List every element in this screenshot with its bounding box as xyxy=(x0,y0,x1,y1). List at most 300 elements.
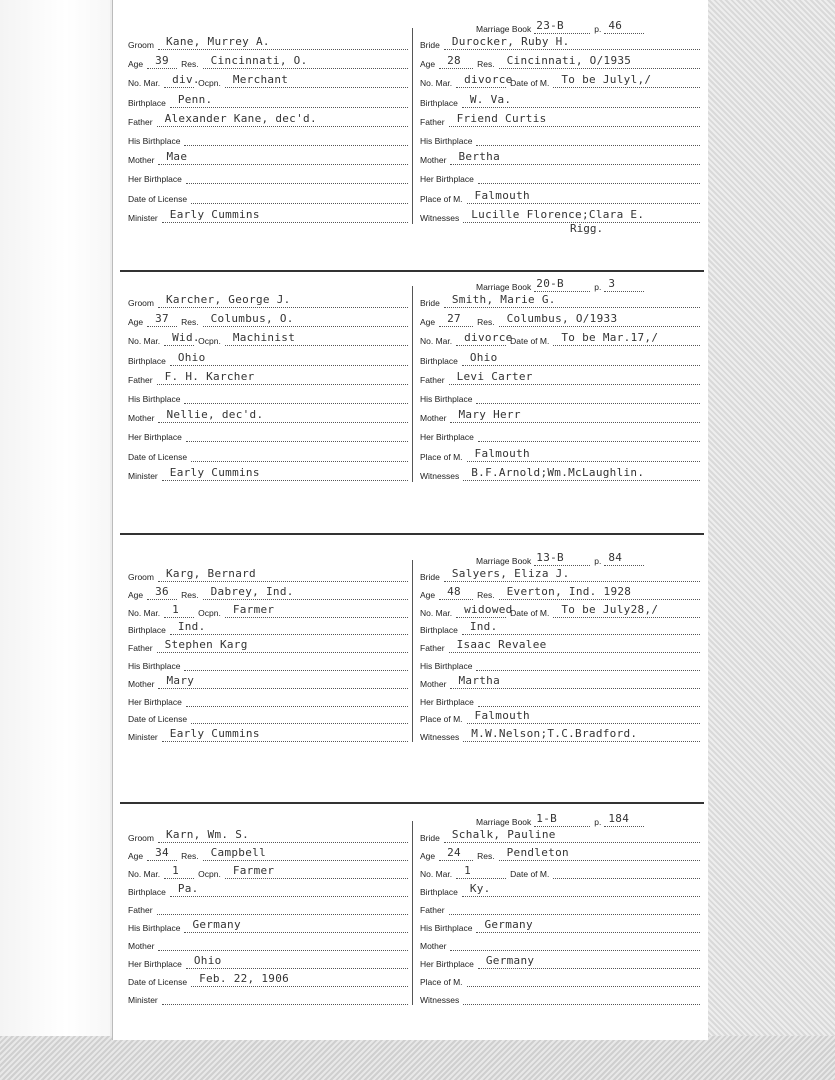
groom-no-mar-value: 1 xyxy=(172,864,180,877)
bride-row-witnesses xyxy=(420,726,700,742)
page-label: p. xyxy=(594,282,602,292)
bride-place-of-m-label: Place of M. xyxy=(420,193,463,204)
bride-father-value: Friend Curtis xyxy=(456,111,547,125)
bride-res-field xyxy=(499,585,700,600)
groom-no-mar-field xyxy=(164,864,194,879)
bride-father-value: Isaac Revalee xyxy=(456,638,547,652)
groom-row-mother xyxy=(128,149,408,165)
bride-age-field xyxy=(439,846,473,861)
groom-res-field xyxy=(203,54,408,69)
column-separator xyxy=(412,286,413,482)
groom-father-label: Father xyxy=(128,374,153,385)
bride-birthplace-label: Birthplace xyxy=(420,97,458,108)
bride-mother-label: Mother xyxy=(420,413,447,424)
bride-no-mar-value: widowed xyxy=(464,602,513,616)
groom-his-birthplace-field xyxy=(184,918,408,933)
bride-his-birthplace-value: Germany xyxy=(484,918,533,931)
bride-her-birthplace-label: Her Birthplace xyxy=(420,959,474,969)
bride-her-birthplace-field xyxy=(478,427,700,442)
bride-row-mother xyxy=(420,149,700,165)
groom-birthplace-label: Birthplace xyxy=(128,625,166,636)
bride-date-of-m-value: To be July28,/ xyxy=(561,602,659,616)
bride-row-no-mar xyxy=(420,330,700,346)
scan-margin-left xyxy=(0,0,110,1080)
column-separator xyxy=(412,821,413,1005)
groom-date-of-license-label: Date of License xyxy=(128,977,188,987)
groom-res-value: Dabrey, Ind. xyxy=(210,584,294,598)
bride-name-value: Smith, Marie G. xyxy=(451,293,556,306)
groom-age-label: Age xyxy=(128,59,144,70)
groom-his-birthplace-field xyxy=(184,389,408,404)
groom-age-field xyxy=(147,312,177,327)
bride-birthplace-label: Birthplace xyxy=(420,355,458,366)
groom-mother-label: Mother xyxy=(128,413,155,424)
bride-name-value: Salyers, Eliza J. xyxy=(451,567,570,580)
bride-res-value: Columbus, O/1933 xyxy=(506,312,618,326)
bride-age-value: 28 xyxy=(447,54,461,68)
bride-father-field xyxy=(449,370,700,385)
groom-res-value: Campbell xyxy=(210,846,266,859)
groom-name-label: Groom xyxy=(128,572,154,582)
bride-his-birthplace-label: His Birthplace xyxy=(420,923,473,933)
bride-row-age xyxy=(420,584,700,600)
bride-her-birthplace-value: Germany xyxy=(485,954,535,967)
page-field xyxy=(604,19,644,34)
groom-row-father xyxy=(128,111,408,127)
column-separator xyxy=(412,28,413,224)
groom-row-his-birthplace xyxy=(128,655,408,671)
groom-her-birthplace-value: Ohio xyxy=(193,954,222,967)
bride-witnesses-value: Lucille Florence;Clara E. xyxy=(471,207,645,221)
groom-row-his-birthplace xyxy=(128,917,408,933)
marriage-book-header xyxy=(476,811,644,827)
bride-no-mar-value: divorce xyxy=(464,73,513,87)
bride-age-field xyxy=(439,54,473,69)
marriage-book-value: 20-B xyxy=(536,277,564,290)
bride-age-label: Age xyxy=(420,589,436,600)
bride-birthplace-value: W. Va. xyxy=(469,92,512,106)
groom-row-date-of-license xyxy=(128,708,408,724)
bride-her-birthplace-label: Her Birthplace xyxy=(420,432,474,443)
bride-date-of-m-value: To be Julyl,/ xyxy=(561,73,652,87)
bride-row-birthplace xyxy=(420,881,700,897)
marriage-book-label: Marriage Book xyxy=(476,556,532,566)
groom-no-mar-field xyxy=(164,73,200,88)
bride-no-mar-label: No. Mar. xyxy=(420,607,453,618)
groom-age-label: Age xyxy=(128,851,144,861)
bride-mother-label: Mother xyxy=(420,678,447,689)
groom-ocpn-label: Ocpn. xyxy=(198,78,221,89)
bride-name-field xyxy=(444,567,700,582)
bride-date-of-m-field xyxy=(553,864,700,879)
groom-father-label: Father xyxy=(128,116,153,127)
bride-name-value: Schalk, Pauline xyxy=(451,828,556,841)
groom-birthplace-value: Ohio xyxy=(177,350,206,364)
groom-row-minister xyxy=(128,465,408,481)
page-field xyxy=(604,812,644,827)
groom-minister-label: Minister xyxy=(128,732,158,743)
groom-row-age xyxy=(128,584,408,600)
marriage-book-field xyxy=(534,812,590,827)
bride-no-mar-label: No. Mar. xyxy=(420,78,453,89)
bride-place-of-m-value: Falmouth xyxy=(474,446,530,460)
groom-mother-value: Mae xyxy=(166,150,188,164)
page-label: p. xyxy=(594,817,602,827)
bride-witnesses-field xyxy=(463,727,700,742)
bride-row-name xyxy=(420,566,700,582)
bride-name-value: Durocker, Ruby H. xyxy=(451,35,570,48)
groom-age-field xyxy=(147,846,177,861)
bride-father-label: Father xyxy=(420,905,445,915)
bride-row-name xyxy=(420,827,700,843)
bride-mother-value: Mary Herr xyxy=(458,408,521,422)
groom-age-value: 36 xyxy=(155,584,169,598)
bride-witnesses-label: Witnesses xyxy=(420,470,460,481)
record-divider xyxy=(120,270,704,272)
groom-birthplace-label: Birthplace xyxy=(128,97,166,108)
groom-father-label: Father xyxy=(128,905,153,915)
groom-father-value: Stephen Karg xyxy=(164,638,248,652)
bride-row-birthplace xyxy=(420,619,700,635)
groom-birthplace-value: Ind. xyxy=(177,620,206,634)
bride-mother-label: Mother xyxy=(420,155,447,166)
groom-minister-label: Minister xyxy=(128,995,158,1005)
bride-name-field xyxy=(444,293,700,308)
bride-row-place-of-m xyxy=(420,188,700,204)
page-value: 84 xyxy=(608,551,623,564)
groom-date-of-license-field xyxy=(191,709,408,724)
bride-his-birthplace-field xyxy=(476,131,700,146)
bride-row-her-birthplace xyxy=(420,168,700,184)
groom-name-field xyxy=(158,828,408,843)
groom-row-age xyxy=(128,53,408,69)
groom-his-birthplace-field xyxy=(184,656,408,671)
groom-mother-field xyxy=(158,936,408,951)
groom-minister-field xyxy=(162,990,408,1005)
bride-row-name xyxy=(420,292,700,308)
groom-age-field xyxy=(147,585,177,600)
bride-age-label: Age xyxy=(420,317,436,328)
bride-birthplace-label: Birthplace xyxy=(420,625,458,636)
groom-father-value: F. H. Karcher xyxy=(164,369,255,383)
bride-row-age xyxy=(420,845,700,861)
groom-his-birthplace-label: His Birthplace xyxy=(128,661,181,671)
groom-res-value: Cincinnati, O. xyxy=(210,54,308,68)
bride-res-field xyxy=(499,846,700,861)
groom-mother-value: Nellie, dec'd. xyxy=(166,408,264,422)
page-value: 3 xyxy=(608,277,616,290)
bride-name-label: Bride xyxy=(420,572,440,582)
groom-minister-value: Early Cummins xyxy=(169,727,260,741)
bride-row-place-of-m xyxy=(420,446,700,462)
bride-date-of-m-field xyxy=(553,73,700,88)
groom-row-mother xyxy=(128,935,408,951)
bride-date-of-m-label: Date of M. xyxy=(510,869,550,879)
groom-row-no-mar xyxy=(128,72,408,88)
groom-row-minister xyxy=(128,726,408,742)
groom-row-mother xyxy=(128,673,408,689)
marriage-book-label: Marriage Book xyxy=(476,282,532,292)
marriage-book-field xyxy=(534,19,590,34)
bride-res-field xyxy=(499,312,700,327)
bride-row-no-mar xyxy=(420,863,700,879)
bride-date-of-m-field xyxy=(553,603,700,618)
groom-age-label: Age xyxy=(128,589,144,600)
groom-row-father xyxy=(128,637,408,653)
groom-his-birthplace-field xyxy=(184,131,408,146)
bride-date-of-m-field xyxy=(553,331,700,346)
bride-row-birthplace xyxy=(420,92,700,108)
bride-birthplace-field xyxy=(462,351,700,366)
page-field xyxy=(604,277,644,292)
scan-margin-bottom xyxy=(0,1036,835,1080)
bride-name-field xyxy=(444,35,700,50)
bride-row-his-birthplace xyxy=(420,130,700,146)
bride-res-value: Pendleton xyxy=(506,846,569,859)
bride-birthplace-label: Birthplace xyxy=(420,887,458,897)
bride-witnesses-label: Witnesses xyxy=(420,732,460,743)
bride-his-birthplace-field xyxy=(476,918,700,933)
bride-row-father xyxy=(420,369,700,385)
groom-minister-value: Early Cummins xyxy=(169,465,260,479)
bride-witnesses-field xyxy=(463,990,700,1005)
bride-row-his-birthplace xyxy=(420,917,700,933)
groom-birthplace-field xyxy=(170,620,408,635)
groom-minister-label: Minister xyxy=(128,212,158,223)
bride-witnesses-value: B.F.Arnold;Wm.McLaughlin. xyxy=(471,465,645,479)
bride-res-label: Res. xyxy=(477,59,495,70)
page-label: p. xyxy=(594,556,602,566)
bride-row-mother xyxy=(420,673,700,689)
bride-name-field xyxy=(444,828,700,843)
bride-place-of-m-value: Falmouth xyxy=(474,709,530,723)
groom-minister-field xyxy=(162,727,408,742)
groom-birthplace-label: Birthplace xyxy=(128,355,166,366)
groom-age-label: Age xyxy=(128,317,144,328)
groom-row-age xyxy=(128,311,408,327)
groom-row-date-of-license xyxy=(128,971,408,987)
groom-birthplace-field xyxy=(170,882,408,897)
groom-name-field xyxy=(158,35,408,50)
groom-his-birthplace-label: His Birthplace xyxy=(128,394,181,404)
groom-row-name xyxy=(128,292,408,308)
bride-date-of-m-value: To be Mar.17,/ xyxy=(561,331,659,345)
bride-row-her-birthplace xyxy=(420,953,700,969)
groom-date-of-license-label: Date of License xyxy=(128,714,188,725)
bride-her-birthplace-field xyxy=(478,954,700,969)
groom-no-mar-label: No. Mar. xyxy=(128,78,161,89)
groom-ocpn-label: Ocpn. xyxy=(198,869,221,879)
groom-minister-value: Early Cummins xyxy=(169,207,260,221)
bride-row-place-of-m xyxy=(420,971,700,987)
bride-row-place-of-m xyxy=(420,708,700,724)
groom-birthplace-label: Birthplace xyxy=(128,887,166,897)
groom-mother-label: Mother xyxy=(128,941,155,951)
marriage-book-label: Marriage Book xyxy=(476,24,532,34)
bride-res-label: Res. xyxy=(477,851,495,861)
bride-witnesses-continued: Rigg. xyxy=(570,222,604,235)
bride-name-label: Bride xyxy=(420,833,440,843)
groom-row-age xyxy=(128,845,408,861)
groom-name-field xyxy=(158,293,408,308)
bride-age-field xyxy=(439,585,473,600)
groom-his-birthplace-label: His Birthplace xyxy=(128,923,181,933)
bride-witnesses-field xyxy=(463,208,700,223)
groom-date-of-license-value: Feb. 22, 1906 xyxy=(199,972,290,985)
groom-date-of-license-field xyxy=(191,972,408,987)
groom-name-label: Groom xyxy=(128,833,154,843)
bride-no-mar-label: No. Mar. xyxy=(420,869,453,879)
groom-ocpn-value: Merchant xyxy=(232,73,289,87)
bride-witnesses-value: M.W.Nelson;T.C.Bradford. xyxy=(471,727,638,741)
groom-date-of-license-label: Date of License xyxy=(128,193,188,204)
groom-res-label: Res. xyxy=(181,317,199,328)
bride-row-no-mar xyxy=(420,72,700,88)
bride-name-label: Bride xyxy=(420,40,440,50)
groom-ocpn-value: Farmer xyxy=(232,602,275,616)
groom-her-birthplace-label: Her Birthplace xyxy=(128,432,182,443)
groom-name-value: Karg, Bernard xyxy=(165,567,256,580)
groom-name-value: Karcher, George J. xyxy=(165,293,291,306)
bride-birthplace-value: Ind. xyxy=(469,620,498,634)
bride-place-of-m-field xyxy=(467,709,700,724)
bride-birthplace-field xyxy=(462,93,700,108)
groom-res-field xyxy=(203,312,408,327)
column-separator xyxy=(412,560,413,742)
groom-row-name xyxy=(128,34,408,50)
bride-no-mar-label: No. Mar. xyxy=(420,336,453,347)
bride-row-birthplace xyxy=(420,350,700,366)
groom-row-father xyxy=(128,899,408,915)
bride-his-birthplace-field xyxy=(476,389,700,404)
bride-mother-field xyxy=(450,674,700,689)
groom-date-of-license-field xyxy=(191,189,408,204)
groom-date-of-license-field xyxy=(191,447,408,462)
groom-minister-field xyxy=(162,208,408,223)
bride-father-label: Father xyxy=(420,374,445,385)
groom-father-value: Alexander Kane, dec'd. xyxy=(164,111,317,125)
marriage-book-value: 13-B xyxy=(536,551,564,564)
bride-row-mother xyxy=(420,935,700,951)
bride-place-of-m-field xyxy=(467,972,700,987)
groom-her-birthplace-field xyxy=(186,427,408,442)
bride-place-of-m-label: Place of M. xyxy=(420,977,463,987)
bride-age-field xyxy=(439,312,473,327)
groom-no-mar-label: No. Mar. xyxy=(128,869,161,879)
groom-mother-field xyxy=(158,408,408,423)
bride-res-label: Res. xyxy=(477,317,495,328)
groom-ocpn-label: Ocpn. xyxy=(198,336,221,347)
bride-mother-value: Martha xyxy=(458,673,501,687)
bride-her-birthplace-field xyxy=(478,692,700,707)
groom-date-of-license-label: Date of License xyxy=(128,451,188,462)
bride-res-label: Res. xyxy=(477,589,495,600)
groom-res-label: Res. xyxy=(181,589,199,600)
groom-row-her-birthplace xyxy=(128,168,408,184)
bride-no-mar-field xyxy=(456,331,513,346)
bride-age-value: 24 xyxy=(447,846,461,859)
groom-age-value: 37 xyxy=(155,312,169,326)
groom-no-mar-field xyxy=(164,331,200,346)
bride-row-witnesses xyxy=(420,207,700,223)
page-field xyxy=(604,551,644,566)
groom-row-birthplace xyxy=(128,881,408,897)
groom-name-value: Karn, Wm. S. xyxy=(165,828,250,841)
bride-row-father xyxy=(420,111,700,127)
groom-row-no-mar xyxy=(128,602,408,618)
groom-row-date-of-license xyxy=(128,188,408,204)
bride-father-label: Father xyxy=(420,116,445,127)
bride-row-no-mar xyxy=(420,602,700,618)
groom-her-birthplace-field xyxy=(186,169,408,184)
groom-her-birthplace-label: Her Birthplace xyxy=(128,959,182,969)
groom-age-field xyxy=(147,54,177,69)
groom-name-label: Groom xyxy=(128,298,154,308)
groom-ocpn-value: Machinist xyxy=(232,331,296,345)
bride-father-label: Father xyxy=(420,643,445,654)
bride-date-of-m-label: Date of M. xyxy=(510,607,550,618)
bride-birthplace-field xyxy=(462,882,700,897)
groom-no-mar-value: 1 xyxy=(172,602,180,616)
groom-ocpn-label: Ocpn. xyxy=(198,607,221,618)
bride-her-birthplace-label: Her Birthplace xyxy=(420,174,474,185)
groom-minister-label: Minister xyxy=(128,470,158,481)
groom-row-her-birthplace xyxy=(128,691,408,707)
bride-birthplace-value: Ky. xyxy=(469,882,491,895)
bride-her-birthplace-label: Her Birthplace xyxy=(420,696,474,707)
bride-witnesses-field xyxy=(463,466,700,481)
groom-row-minister xyxy=(128,207,408,223)
bride-her-birthplace-field xyxy=(478,169,700,184)
groom-row-birthplace xyxy=(128,350,408,366)
record-divider xyxy=(120,802,704,804)
marriage-book-value: 1-B xyxy=(536,812,558,825)
bride-date-of-m-label: Date of M. xyxy=(510,336,550,347)
groom-ocpn-value: Farmer xyxy=(232,864,275,877)
bride-age-value: 27 xyxy=(447,312,461,326)
bride-row-his-birthplace xyxy=(420,388,700,404)
page-label: p. xyxy=(594,24,602,34)
scan-margin-right xyxy=(707,0,835,1080)
groom-age-value: 39 xyxy=(155,54,169,68)
groom-res-field xyxy=(203,585,408,600)
groom-father-field xyxy=(157,370,408,385)
marriage-book-header xyxy=(476,550,644,566)
groom-no-mar-value: Wid. xyxy=(172,331,200,345)
bride-place-of-m-field xyxy=(467,189,700,204)
groom-birthplace-value: Penn. xyxy=(177,92,213,106)
bride-res-field xyxy=(499,54,700,69)
groom-mother-field xyxy=(158,674,408,689)
page-value: 184 xyxy=(608,812,630,825)
bride-mother-label: Mother xyxy=(420,941,447,951)
marriage-book-label: Marriage Book xyxy=(476,817,532,827)
groom-father-field xyxy=(157,112,408,127)
bride-mother-field xyxy=(450,150,700,165)
groom-her-birthplace-field xyxy=(186,954,408,969)
bride-mother-field xyxy=(450,408,700,423)
bride-row-mother xyxy=(420,407,700,423)
bride-row-her-birthplace xyxy=(420,691,700,707)
bride-res-value: Everton, Ind. 1928 xyxy=(506,584,632,598)
groom-row-minister xyxy=(128,989,408,1005)
bride-place-of-m-value: Falmouth xyxy=(474,188,530,202)
groom-her-birthplace-label: Her Birthplace xyxy=(128,174,182,185)
groom-row-her-birthplace xyxy=(128,953,408,969)
bride-row-age xyxy=(420,311,700,327)
groom-her-birthplace-label: Her Birthplace xyxy=(128,696,182,707)
groom-birthplace-field xyxy=(170,351,408,366)
